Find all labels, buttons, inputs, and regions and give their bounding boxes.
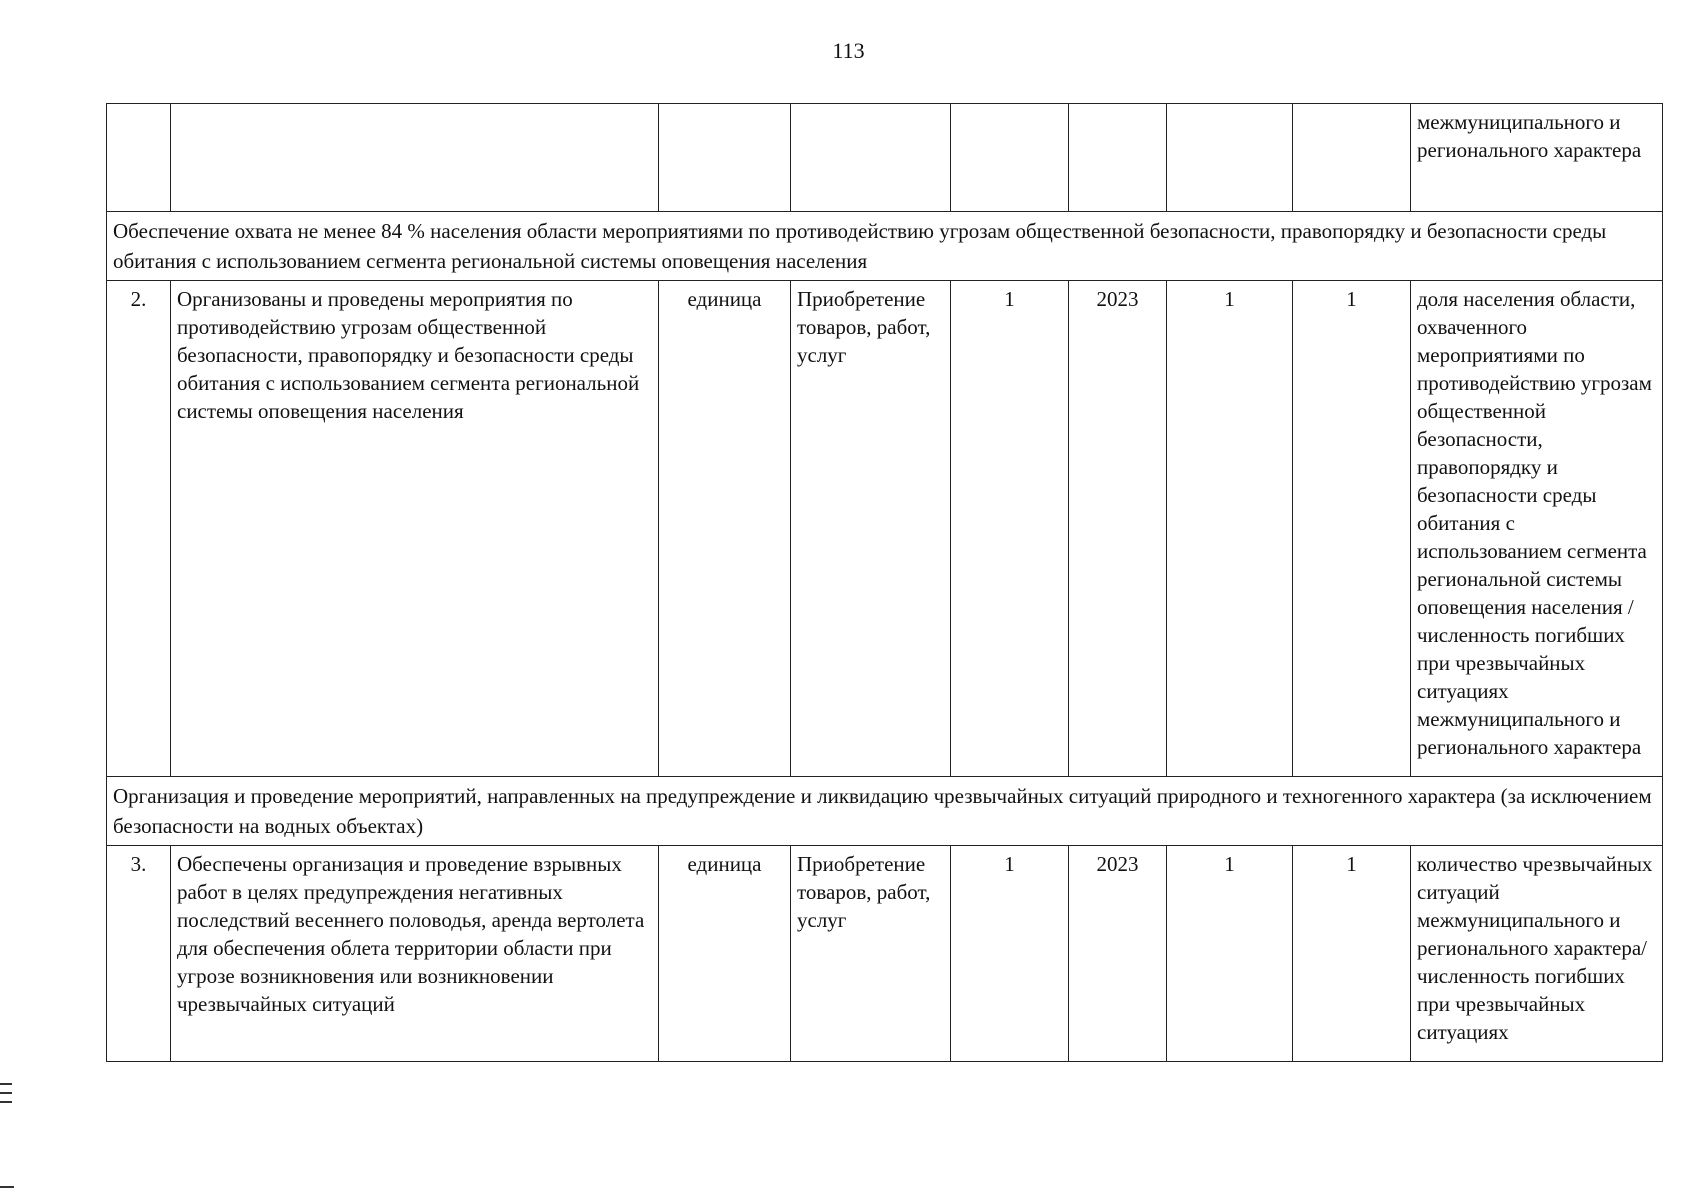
margin-mark (0, 1186, 14, 1188)
row-year: 2023 (1069, 846, 1167, 1062)
row-result: Организованы и проведены мероприятия по противодействию угрозам общественной безопасности, правопорядку и безопасности среды обитания с использованием сегмента региональной системы оповещения населения (171, 281, 659, 777)
row-value-2: 1 (1293, 281, 1411, 777)
row-type: Приобретение товаров, работ, услуг (791, 846, 951, 1062)
margin-mark (0, 1101, 12, 1103)
row-unit: единица (659, 281, 791, 777)
continuation-row (107, 104, 1663, 212)
row-number: 3. (107, 846, 171, 1062)
page-number: 113 (832, 38, 865, 63)
row-type: Приобретение товаров, работ, услуг (791, 281, 951, 777)
cell-base-value (951, 104, 1069, 212)
section-heading: Организация и проведение мероприятий, направленных на предупреждение и ликвидацию чрезвычайных ситуаций природного и техногенного характера (за исключением безопасности на водных объектах) (107, 777, 1663, 846)
cell-number (107, 104, 171, 212)
row-unit: единица (659, 846, 791, 1062)
row-year: 2023 (1069, 281, 1167, 777)
row-base-value: 1 (951, 281, 1069, 777)
section-row (107, 212, 1663, 281)
cell-result (171, 104, 659, 212)
row-result: Обеспечены организация и проведение взрывных работ в целях предупреждения негативных последствий весеннего половодья, аренда вертолета для обеспечения облета территории области при угрозе возникновения или возникновении чрезвычайных ситуаций (171, 846, 659, 1062)
cell-year (1069, 104, 1167, 212)
row-value-1: 1 (1167, 281, 1293, 777)
results-table (106, 103, 1663, 1062)
row-value-1: 1 (1167, 846, 1293, 1062)
section-heading: Обеспечение охвата не менее 84 % населения области мероприятиями по противодействию угрозам общественной безопасности, правопорядку и безопасности среды обитания с использованием сегмента региональной системы оповещения населения (107, 212, 1663, 281)
margin-mark (0, 1092, 12, 1094)
row-value-2: 1 (1293, 846, 1411, 1062)
table-row (107, 846, 1663, 1062)
row-indicator: доля населения области, охваченного мероприятиями по противодействию угрозам общественной безопасности, правопорядку и безопасности среды обитания с использованием сегмента региональной системы оповещения населения / численность погибших при чрезвычайных ситуациях межмуниципального и регионального характера (1411, 281, 1663, 777)
section-row (107, 777, 1663, 846)
row-base-value: 1 (951, 846, 1069, 1062)
table-row (107, 281, 1663, 777)
cell-value-2 (1293, 104, 1411, 212)
cell-indicator: межмуниципального и регионального характера (1411, 104, 1663, 212)
cell-type (791, 104, 951, 212)
row-number: 2. (107, 281, 171, 777)
cell-unit (659, 104, 791, 212)
margin-mark (0, 1083, 12, 1085)
row-indicator: количество чрезвычайных ситуаций межмуниципального и регионального характера/ численность погибших при чрезвычайных ситуациях (1411, 846, 1663, 1062)
cell-value-1 (1167, 104, 1293, 212)
